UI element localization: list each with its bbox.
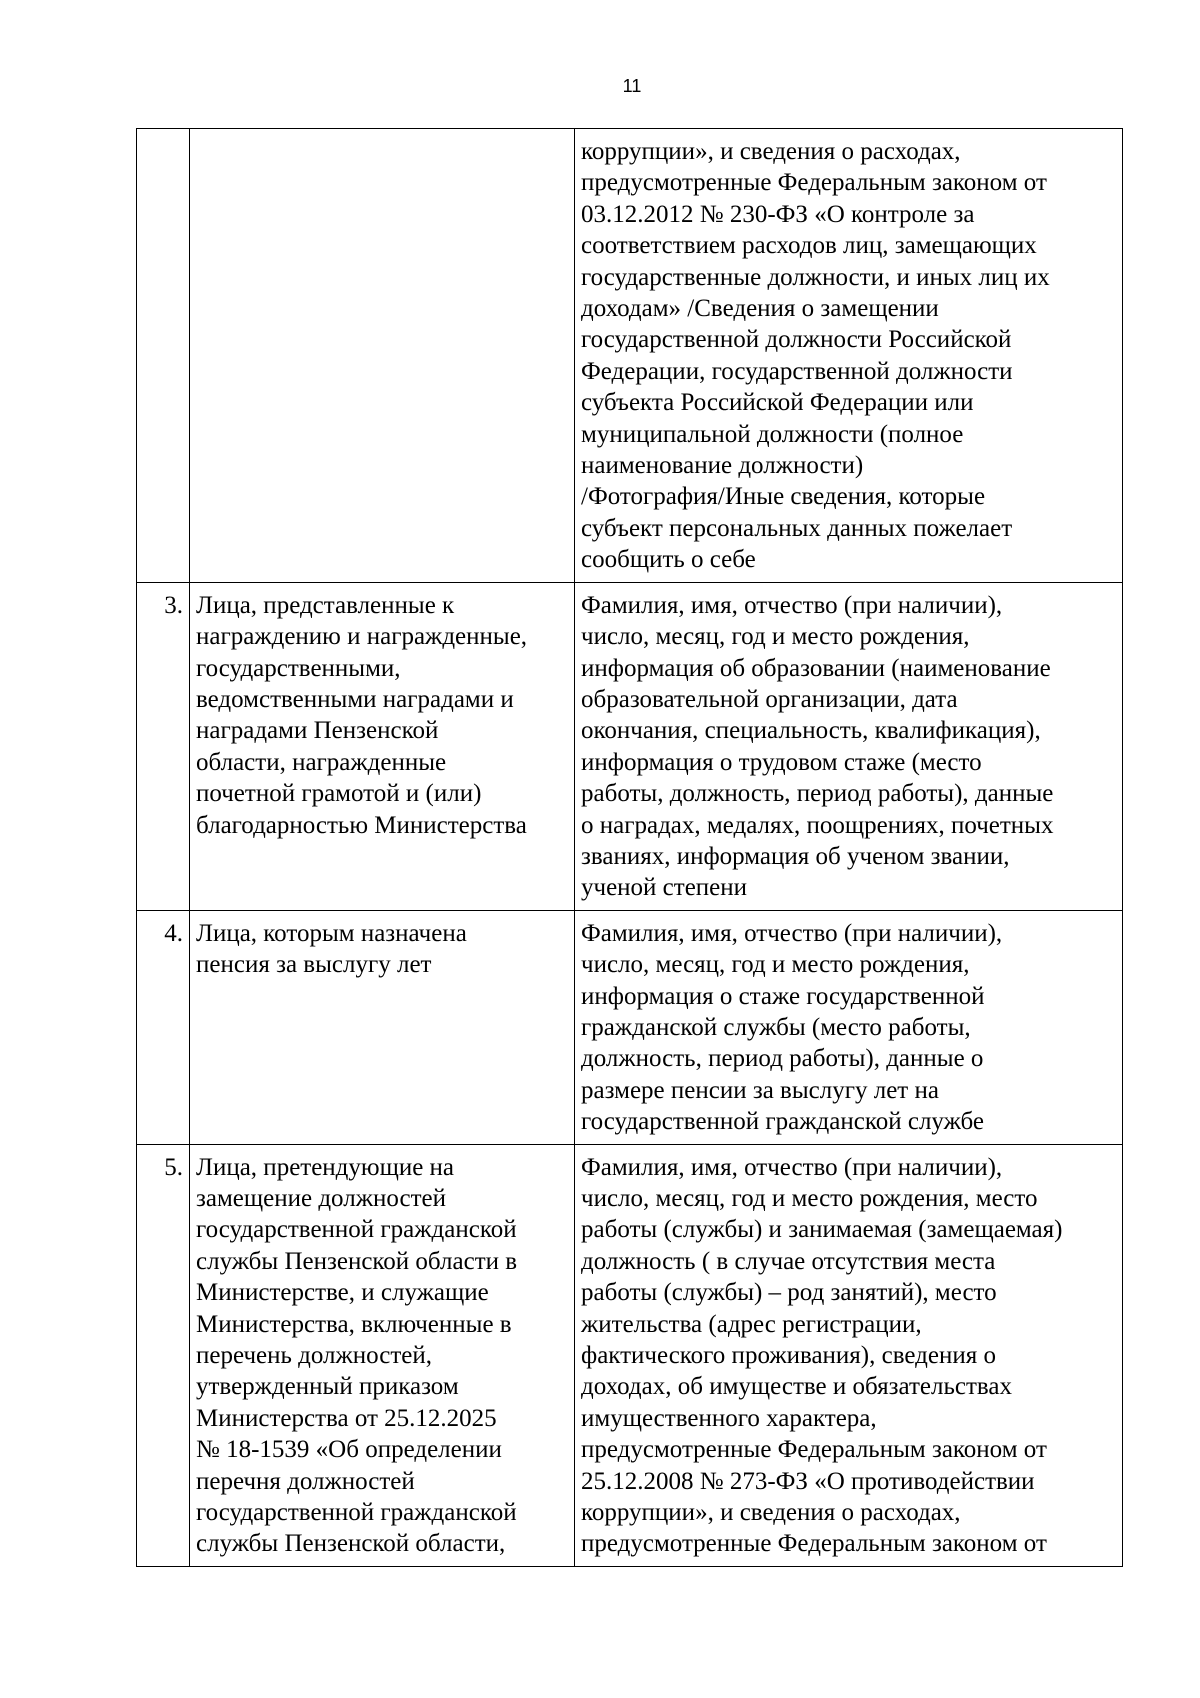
data-line: число, месяц, год и место рождения, место bbox=[581, 1185, 1038, 1212]
data-line: работы, должность, период работы), данные bbox=[581, 780, 1054, 808]
data-line: Фамилия, имя, отчество (при наличии), bbox=[581, 591, 1003, 619]
category-line: службы Пензенской области в bbox=[196, 1247, 518, 1275]
data-line: работы (службы) и занимаемая (замещаемая) bbox=[581, 1216, 1063, 1244]
data-line: предусмотренные Федеральным законом от bbox=[581, 169, 1047, 197]
row-number bbox=[137, 129, 190, 583]
data-line: сообщить о себе bbox=[581, 546, 756, 574]
data-line: жительства (адрес регистрации, bbox=[581, 1310, 922, 1338]
row-number: 3. bbox=[137, 582, 190, 910]
row-number: 4. bbox=[137, 910, 190, 1144]
data-cell bbox=[575, 582, 1123, 910]
table-row bbox=[137, 582, 1123, 910]
data-line: окончания, специальность, квалификация), bbox=[581, 717, 1041, 745]
category-line: Министерства, включенные в bbox=[196, 1310, 512, 1338]
data-line: субъект персональных данных пожелает bbox=[581, 514, 1013, 542]
data-line: о наградах, медалях, поощрениях, почетных bbox=[581, 811, 1054, 839]
data-line: число, месяц, год и место рождения, bbox=[581, 951, 970, 979]
category-line: благодарностью Министерства bbox=[196, 811, 527, 839]
data-line: информация об образовании (наименование bbox=[581, 654, 1051, 682]
data-line: Фамилия, имя, отчество (при наличии), bbox=[581, 1153, 1003, 1181]
category-line: наградами Пензенской bbox=[196, 717, 439, 745]
category-line: ведомственными наградами и bbox=[196, 685, 514, 713]
category-line: государственной гражданской bbox=[196, 1216, 517, 1244]
data-line: государственной должности Российской bbox=[581, 326, 1012, 354]
category-line: Лица, которым назначена bbox=[196, 919, 467, 947]
table-row bbox=[137, 1144, 1123, 1566]
data-line: субъекта Российской Федерации или bbox=[581, 389, 974, 417]
data-line: доходах, об имуществе и обязательствах bbox=[581, 1373, 1012, 1401]
data-line: /Фотография/Иные сведения, которые bbox=[581, 483, 986, 511]
data-line: предусмотренные Федеральным законом от bbox=[581, 1436, 1047, 1464]
data-line: должность, период работы), данные о bbox=[581, 1045, 984, 1073]
data-line: имущественного характера, bbox=[581, 1404, 877, 1432]
data-line: ученой степени bbox=[581, 874, 748, 902]
data-line: соответствием расходов лиц, замещающих bbox=[581, 232, 1037, 260]
category-line: перечня должностей bbox=[196, 1467, 415, 1495]
category-line: государственной гражданской bbox=[196, 1499, 517, 1527]
data-line: наименование должности) bbox=[581, 452, 864, 480]
data-line: Федерации, государственной должности bbox=[581, 357, 1013, 385]
category-line: государственными, bbox=[196, 654, 401, 682]
category-line: замещение должностей bbox=[196, 1185, 446, 1212]
table-row bbox=[137, 129, 1123, 583]
category-line: области, награжденные bbox=[196, 748, 447, 776]
data-line: муниципальной должности (полное bbox=[581, 420, 964, 448]
data-line: предусмотренные Федеральным законом от bbox=[581, 1530, 1047, 1558]
category-line: пенсия за выслугу лет bbox=[196, 951, 432, 979]
category-cell bbox=[190, 129, 575, 583]
category-line: Министерства от 25.12.2025 bbox=[196, 1404, 497, 1432]
category-cell bbox=[190, 910, 575, 1144]
data-line: информация о трудовом стаже (место bbox=[581, 748, 982, 776]
data-line: Фамилия, имя, отчество (при наличии), bbox=[581, 919, 1003, 947]
data-line: число, месяц, год и место рождения, bbox=[581, 623, 970, 651]
data-line: информация о стаже государственной bbox=[581, 982, 985, 1010]
data-line: работы (службы) – род занятий), место bbox=[581, 1279, 997, 1307]
data-line: государственной гражданской службе bbox=[581, 1108, 985, 1136]
category-line: Лица, претендующие на bbox=[196, 1153, 455, 1181]
row-number: 5. bbox=[137, 1144, 190, 1566]
category-line: почетной грамотой и (или) bbox=[196, 780, 482, 808]
data-line: 25.12.2008 № 273-ФЗ «О противодействии bbox=[581, 1467, 1035, 1495]
data-line: образовательной организации, дата bbox=[581, 685, 958, 713]
personal-data-table bbox=[136, 128, 1123, 1567]
data-line: 03.12.2012 № 230-ФЗ «О контроле за bbox=[581, 200, 975, 228]
data-line: званиях, информация об ученом звании, bbox=[581, 842, 1010, 870]
page-number: 11 bbox=[622, 76, 642, 96]
category-line: утвержденный приказом bbox=[196, 1373, 459, 1401]
category-line: награждению и награжденные, bbox=[196, 623, 528, 651]
data-line: фактического проживания), сведения о bbox=[581, 1342, 996, 1370]
category-line: перечень должностей, bbox=[196, 1342, 433, 1370]
data-cell bbox=[575, 910, 1123, 1144]
data-cell bbox=[575, 1144, 1123, 1566]
data-line: коррупции», и сведения о расходах, bbox=[581, 1499, 961, 1527]
category-line: службы Пензенской области, bbox=[196, 1530, 506, 1558]
data-line: размере пенсии за выслугу лет на bbox=[581, 1076, 939, 1104]
data-line: коррупции», и сведения о расходах, bbox=[581, 138, 961, 165]
data-line: доходам» /Сведения о замещении bbox=[581, 295, 939, 323]
category-cell bbox=[190, 582, 575, 910]
category-line: № 18-1539 «Об определении bbox=[196, 1436, 502, 1464]
table-body bbox=[137, 129, 1123, 1567]
data-line: государственные должности, и иных лиц их bbox=[581, 263, 1050, 291]
category-line: Министерстве, и служащие bbox=[196, 1279, 489, 1307]
category-line: Лица, представленные к bbox=[196, 591, 455, 619]
table-row bbox=[137, 910, 1123, 1144]
data-line: должность ( в случае отсутствия места bbox=[581, 1247, 996, 1275]
data-cell bbox=[575, 129, 1123, 583]
data-line: гражданской службы (место работы, bbox=[581, 1013, 971, 1041]
category-cell bbox=[190, 1144, 575, 1566]
